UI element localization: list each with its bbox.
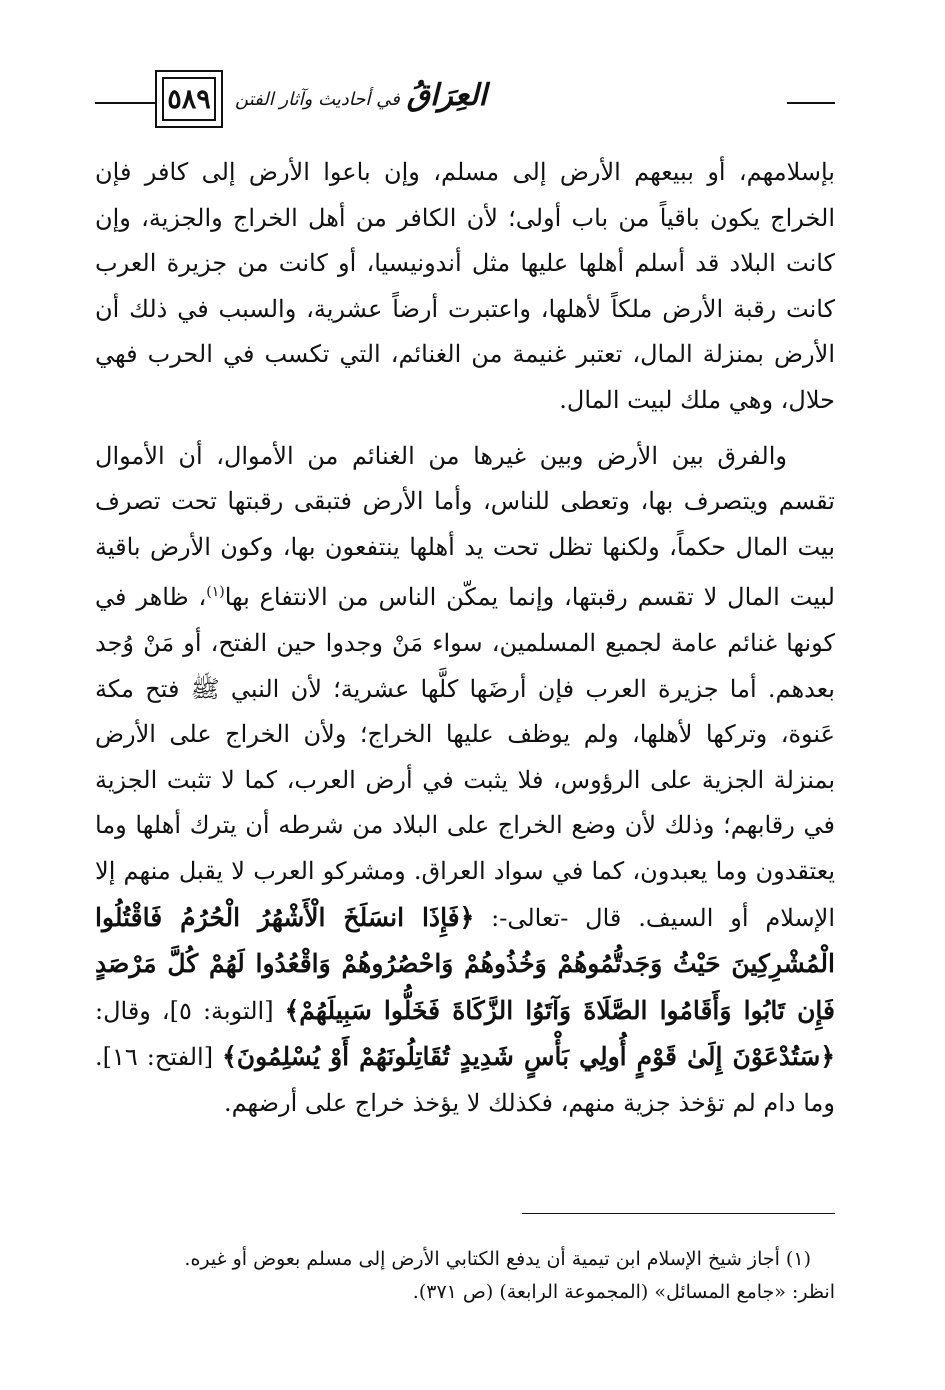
main-text — [95, 150, 835, 1126]
footnote-marker[interactable]: (١) — [206, 584, 225, 601]
verse-reference-2: [الفتح: ١٦]. — [95, 1043, 223, 1072]
verse-reference-1: [التوبة: ٥]، وقال: — [95, 996, 285, 1025]
footnote-line-1: (١) أجاز شيخ الإسلام ابن تيمية أن يدفع الكتابي الأرض إلى مسلم بعوض أو غيره. — [184, 1248, 811, 1270]
footnote — [95, 1243, 835, 1309]
running-title-sub: في أحاديث وآثار الفتن — [235, 89, 400, 110]
header-rule-left — [95, 102, 155, 104]
page-header — [95, 70, 835, 130]
paragraph-2-end: وما دام لم تؤخذ جزية منهم، فكذلك لا يؤخذ خراج على أرضهم. — [223, 1088, 835, 1117]
paragraph-2-part-1: والفرق بين الأرض وبين غيرها من الغنائم من الأموال، أن الأموال تقسم ويتصرف بها، وتعطى للناس، وأما الأرض فتبقى رقبتها تحت تصرف بيت المال حكماً، ولكنها تظل تحت يد أهلها ينتفعون بها، وكون الأرض باقية لبيت المال لا تقسم رقبتها، وإنما يمكّن الناس من الانتفاع بها — [95, 441, 835, 612]
paragraph-2 — [95, 434, 835, 1127]
running-title — [235, 78, 785, 113]
header-rule-right — [787, 102, 835, 104]
page-number-box — [155, 70, 223, 128]
paragraph-1: بإسلامهم، أو ببيعهم الأرض إلى مسلم، وإن باعوا الأرض إلى كافر فإن الخراج يكون باقياً من باب أولى؛ لأن الكافر من أهل الخراج والجزية، وإن كانت البلاد قد أسلم أهلها عليها مثل أندونيسيا، أو كانت من جزيرة العرب كانت رقبة الأرض ملكاً لأهلها، واعتبرت أرضاً عشرية، والسبب في ذلك أن الأرض بمنزلة المال، تعتبر غنيمة من الغنائم، التي تكسب في الحرب فهي حلال، وهي ملك لبيت المال. — [95, 158, 835, 414]
footnote-separator — [522, 1213, 835, 1214]
quran-verse-2: ﴿سَتُدْعَوْنَ إِلَىٰ قَوْمٍ أُولِي بَأْسٍ شَدِيدٍ تُقَاتِلُونَهُمْ أَوْ يُسْلِمُونَ﴾ — [222, 1042, 836, 1072]
footnote-line-2: انظر: «جامع المسائل» (المجموعة الرابعة) (ص ٣٧١). — [412, 1281, 835, 1303]
running-title-main: العِرَاقُ — [406, 78, 487, 113]
paragraph-2-part-2: ، ظاهر في كونها غنائم عامة لجميع المسلمين، سواء مَنْ وجدوا حين الفتح، أو مَنْ وُجد بعدهم. أما جزيرة العرب فإن أرضَها كلَّها عشرية؛ لأن النبي ﷺ فتح مكة عَنوة، وتركها لأهلها، ولم يوظف عليها الخراج؛ ولأن الخراج على الأرض بمنزلة الجزية على الرؤوس، فلا يثبت في أرض العرب، كما لا تثبت الجزية في رقابهم؛ وذلك لأن وضع الخراج على البلاد من شرطه أن يترك أهلها وما يعتقدون وما يعبدون، كما في سواد العراق. ومشركو العرب لا يقبل منهم إلا الإسلام أو السيف. قال -تعالى-: — [95, 583, 835, 932]
quran-verse-1: ﴿فَإِذَا انسَلَخَ الْأَشْهُرُ الْحُرُمُ فَاقْتُلُوا الْمُشْرِكِينَ حَيْثُ وَجَدتُّمُوهُمْ وَخُذُوهُمْ وَاحْصُرُوهُمْ وَاقْعُدُوا لَهُمْ كُلَّ مَرْصَدٍ فَإِن تَابُوا وَأَقَامُوا الصَّلَاةَ وَآتَوُا الزَّكَاةَ فَخَلُّوا سَبِيلَهُمْ﴾ — [95, 902, 835, 1025]
page-number: ٥٨٩ — [162, 77, 216, 121]
